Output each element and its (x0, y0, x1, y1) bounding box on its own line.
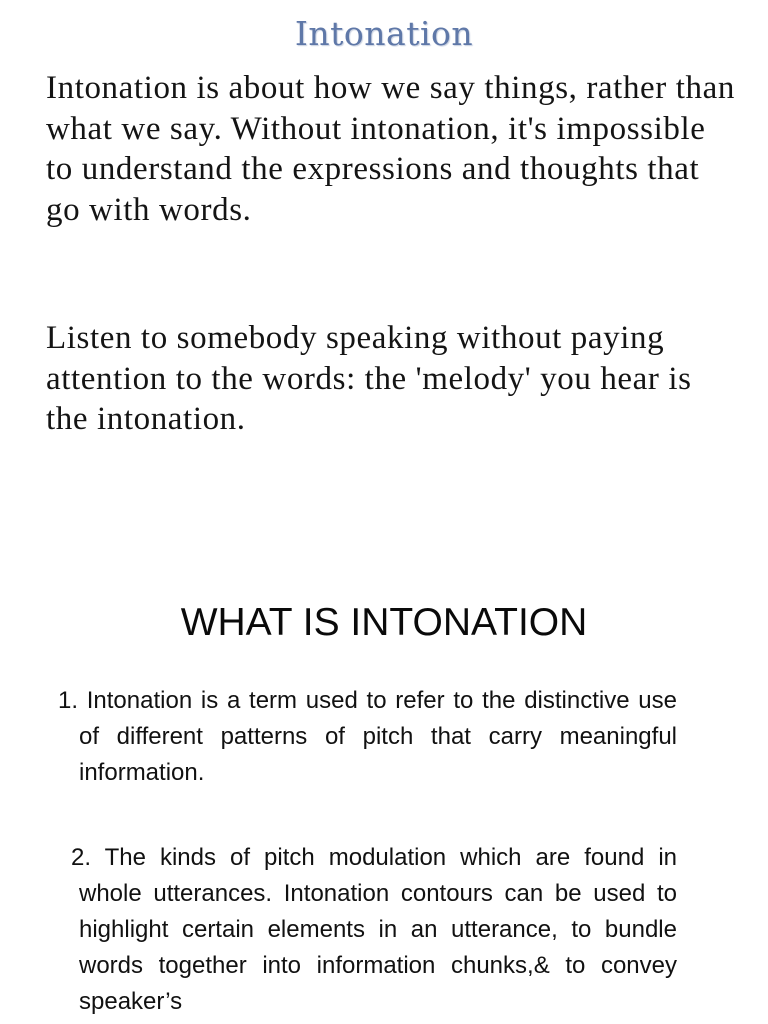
slide-title-what-is-intonation: WHAT IS INTONATION (180, 601, 588, 644)
definition-item-1: 1. Intonation is a term used to refer to the distinctive use of different patterns of pitch that carry meaningful information. (58, 687, 677, 786)
intro-paragraph: Intonation is about how we say things, rather than what we say. Without intonation, it's impossible to understand the expressions and thoughts that go with words. (46, 70, 735, 228)
slide-title-intonation: Intonation (294, 14, 474, 53)
definition-item-2: 2. The kinds of pitch modulation which are found in whole utterances. Intonation contours can be used to highlight certain elements in an utterance, to bundle words together into information chunks,& to convey speaker’s (71, 844, 677, 1015)
melody-paragraph: Listen to somebody speaking without paying attention to the words: the 'melody' you hear is the intonation. (46, 320, 692, 437)
